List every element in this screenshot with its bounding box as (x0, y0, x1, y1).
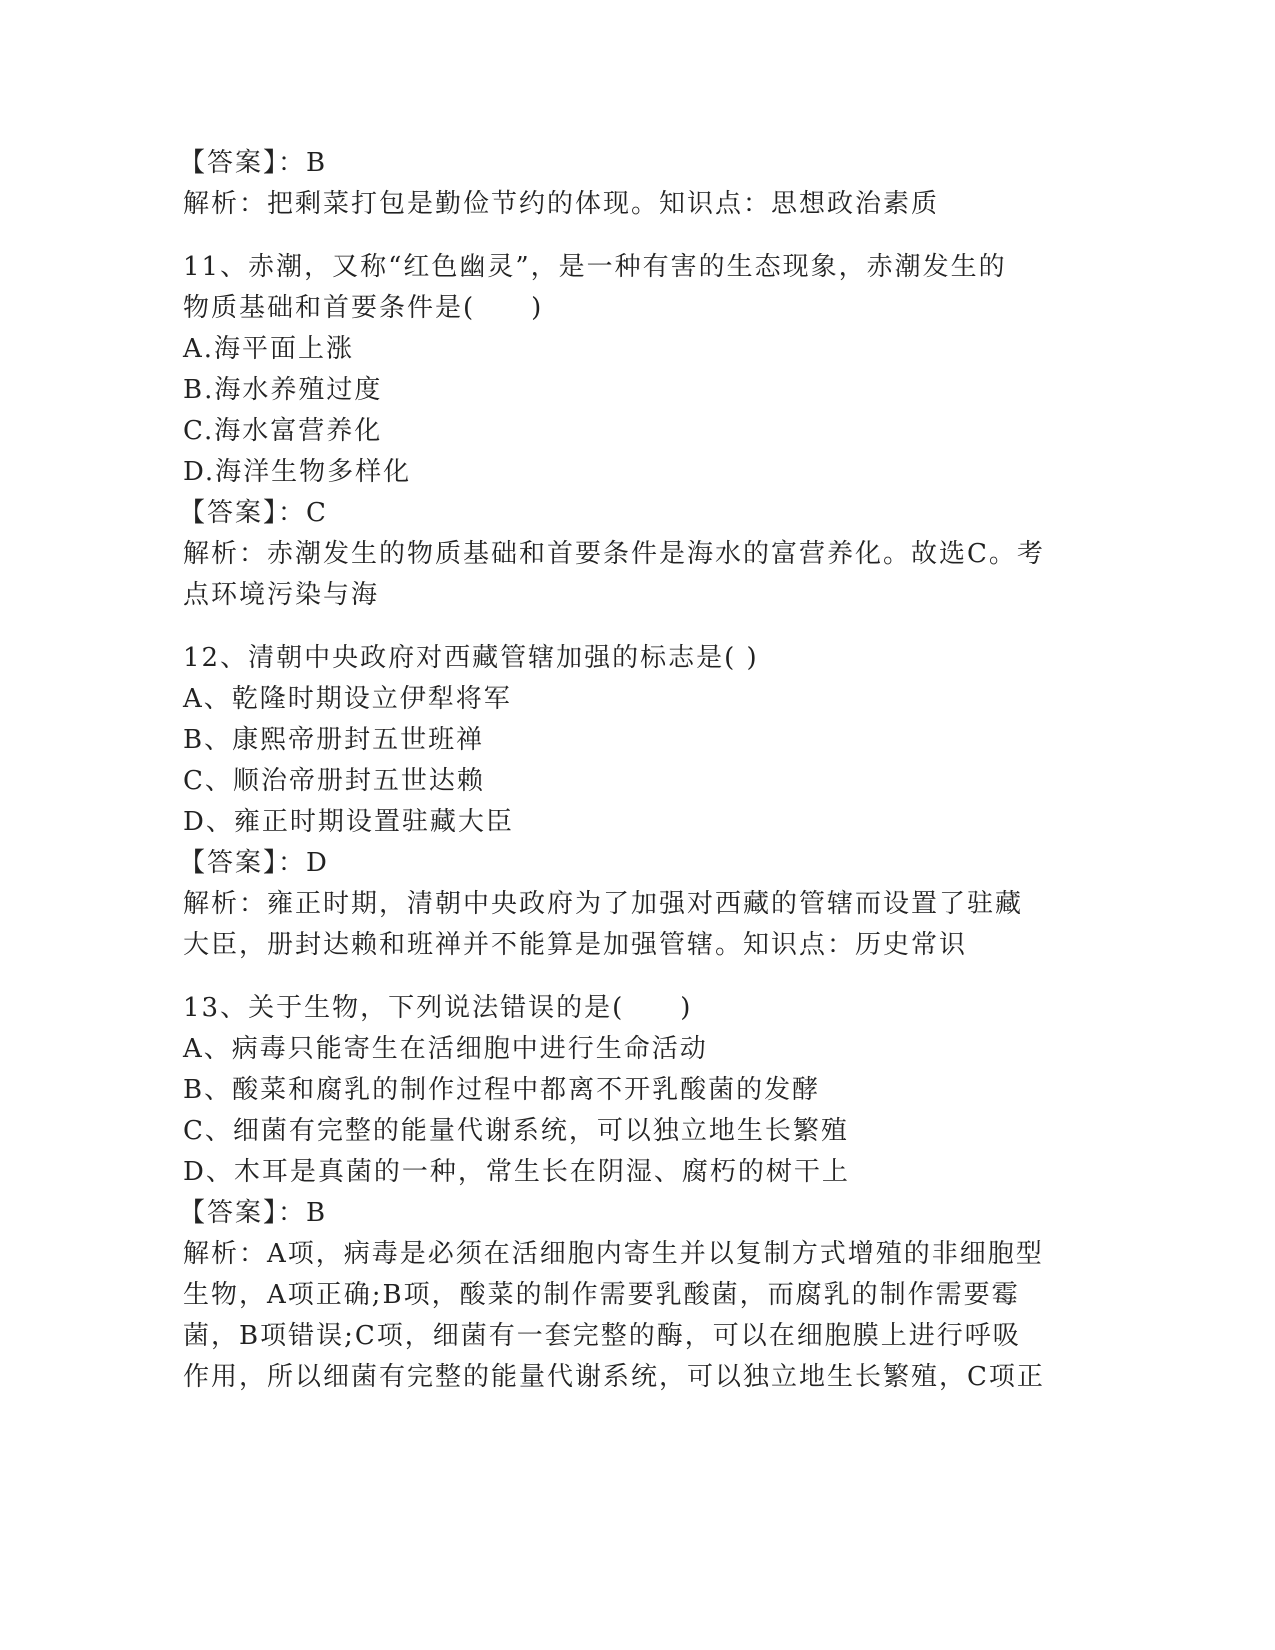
option-a: A.海平面上涨 (183, 334, 355, 364)
question-line: 13、关于生物，下列说法错误的是( ) (183, 993, 693, 1023)
option-c: C.海水富营养化 (183, 416, 383, 446)
analysis-line: 大臣，册封达赖和班禅并不能算是加强管辖。知识点：历史常识 (183, 930, 968, 960)
question-line: 物质基础和首要条件是( ) (183, 293, 544, 323)
analysis-line: 解析：A项，病毒是必须在活细胞内寄生并以复制方式增殖的非细胞型 (183, 1239, 1044, 1269)
answer-line: 【答案】：C (179, 498, 328, 528)
option-d: D、木耳是真菌的一种，常生长在阴湿、腐朽的树干上 (183, 1157, 850, 1187)
analysis-line: 解析：雍正时期，清朝中央政府为了加强对西藏的管辖而设置了驻藏 (183, 889, 1024, 919)
block-spacer (183, 966, 1063, 988)
option-b: B.海水养殖过度 (183, 375, 383, 405)
analysis-line: 菌，B项错误;C项，细菌有一套完整的酶，可以在细胞膜上进行呼吸 (183, 1321, 1021, 1351)
answer-line: 【答案】：B (179, 148, 328, 178)
analysis-line: 解析：赤潮发生的物质基础和首要条件是海水的富营养化。故选C。考 (183, 539, 1045, 569)
analysis-line: 作用，所以细菌有完整的能量代谢系统，可以独立地生长繁殖，C项正 (183, 1362, 1045, 1392)
page-content (179, 143, 1063, 1398)
answer-line: 【答案】：B (179, 1198, 328, 1228)
option-b: B、康熙帝册封五世班禅 (183, 725, 485, 755)
option-a: A、乾隆时期设立伊犁将军 (183, 684, 512, 714)
option-d: D、雍正时期设置驻藏大臣 (183, 807, 514, 837)
option-c: C、细菌有完整的能量代谢系统，可以独立地生长繁殖 (183, 1116, 849, 1146)
analysis-line: 生物，A项正确;B项，酸菜的制作需要乳酸菌，而腐乳的制作需要霉 (183, 1280, 1020, 1310)
analysis-line: 解析：把剩菜打包是勤俭节约的体现。知识点：思想政治素质 (183, 189, 940, 219)
block-spacer (183, 616, 1063, 638)
option-a: A、病毒只能寄生在活细胞中进行生命活动 (183, 1034, 708, 1064)
block-spacer (183, 225, 1063, 247)
answer-line: 【答案】：D (179, 848, 329, 878)
analysis-line: 点环境污染与海 (183, 580, 380, 610)
option-d: D.海洋生物多样化 (183, 457, 412, 487)
option-b: B、酸菜和腐乳的制作过程中都离不开乳酸菌的发酵 (183, 1075, 821, 1105)
question-line: 12、清朝中央政府对西藏管辖加强的标志是( ) (183, 643, 759, 673)
option-c: C、顺治帝册封五世达赖 (183, 766, 485, 796)
question-line: 11、赤潮，又称“红色幽灵”，是一种有害的生态现象，赤潮发生的 (183, 252, 1007, 282)
